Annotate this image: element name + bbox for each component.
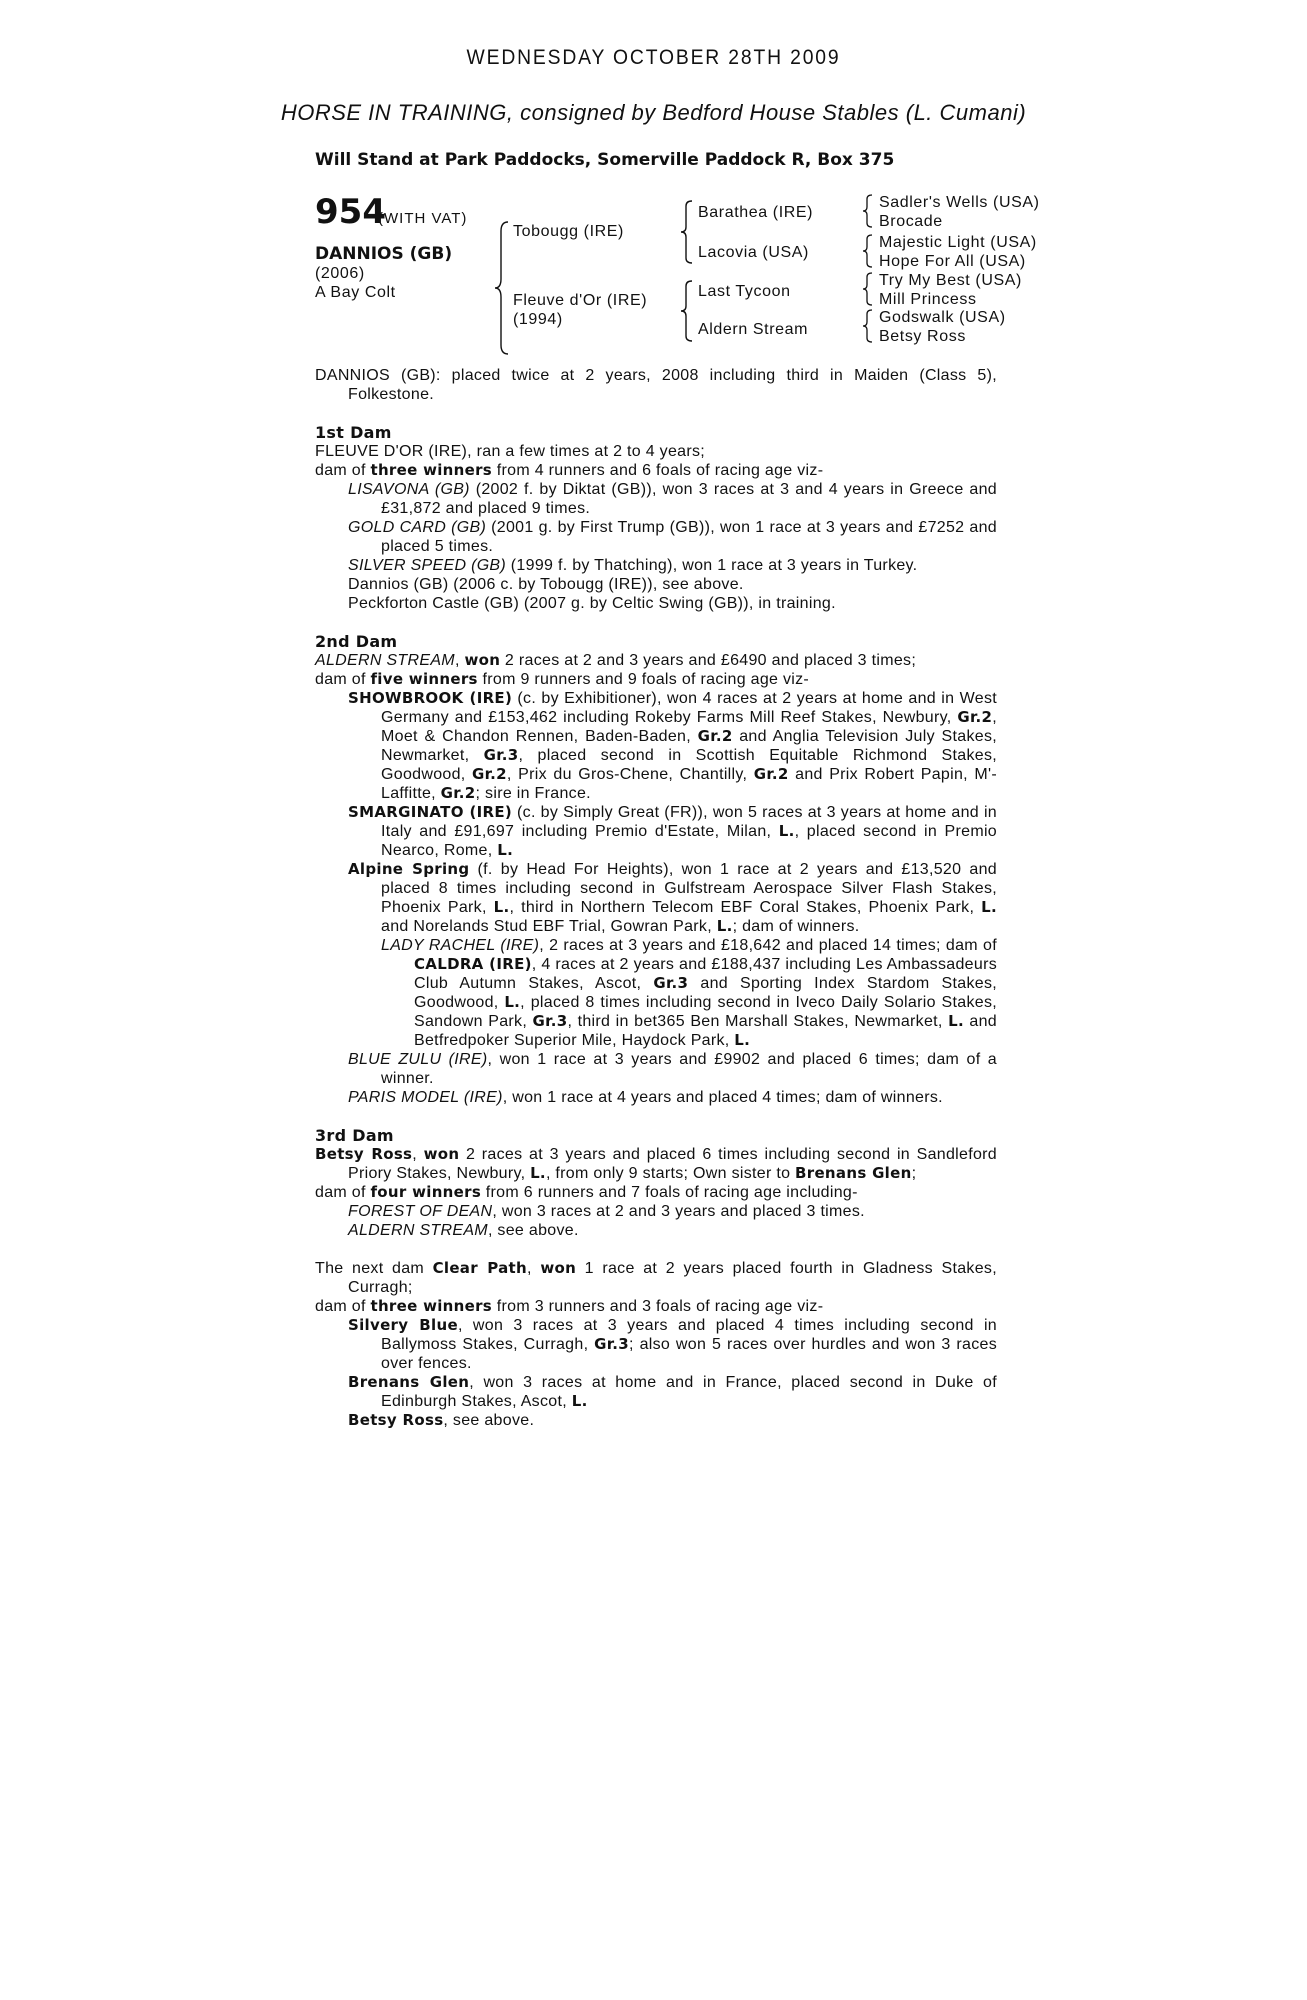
pedigree-dam-dam: Aldern Stream — [698, 321, 809, 338]
pedigree-sire-dam: Lacovia (USA) — [698, 244, 809, 261]
dam2-heading: 2nd Dam — [315, 632, 398, 651]
dam3-line: Betsy Ross, won 2 races at 3 years and placed 6 times including second in Sandleford Priory Stakes, Newbury, L., from only 9 starts; Own sister to Brenans Glen; — [315, 1145, 997, 1182]
offspring-peckforton: Peckforton Castle (GB) (2007 g. by Celtic Swing (GB)), in training. — [348, 595, 836, 612]
dam2-dam-of: dam of five winners from 9 runners and 9 foals of racing age viz- — [315, 670, 810, 688]
dam1-dam-of: dam of three winners from 4 runners and 6 foals of racing age viz- — [315, 461, 824, 479]
vat-label: (WITH VAT) — [378, 210, 468, 227]
horse-description: A Bay Colt — [315, 284, 396, 301]
offspring-silvery-blue: Silvery Blue, won 3 races at 3 years and placed 4 times including second in Ballymoss Stakes, Curragh, Gr.3; also won 5 races over hurdles and won 3 races over fences. — [348, 1316, 997, 1372]
pedigree-sire: Tobougg (IRE) — [513, 223, 624, 240]
consignor-line: HORSE IN TRAINING, consigned by Bedford House Stables (L. Cumani) — [280, 100, 1027, 125]
dam4-dam-of: dam of three winners from 3 runners and 3 foals of racing age viz- — [315, 1297, 824, 1315]
stand-location: Will Stand at Park Paddocks, Somerville Paddock R, Box 375 — [315, 150, 895, 170]
offspring-paris-model: PARIS MODEL (IRE), won 1 race at 4 years and placed 4 times; dam of winners. — [348, 1089, 943, 1106]
offspring-forest-of-dean: FOREST OF DEAN, won 3 races at 2 and 3 years and placed 3 times. — [348, 1203, 865, 1220]
pedigree-brace-g1 — [862, 194, 874, 228]
offspring-alpine-spring: Alpine Spring (f. by Head For Heights), won 1 race at 2 years and £13,520 and placed 8 times including second in Gulfstream Aerospace Silver Flash Stakes, Phoenix Park, L., third in Northern Telecom EBF Coral Stakes, Phoenix Park, L. and Norelands Stud EBF Trial, Gowran Park, L.; dam of winners. — [348, 860, 998, 935]
pedigree-gg-6: Mill Princess — [879, 291, 977, 308]
offspring-silver-speed: SILVER SPEED (GB) (1999 f. by Thatching), won 1 race at 3 years in Turkey. — [348, 557, 918, 574]
horse-year: (2006) — [315, 265, 365, 282]
offspring-showbrook: SHOWBROOK (IRE) (c. by Exhibitioner), won 4 races at 2 years at home and in West Germany and £153,462 including Rokeby Farms Mill Reef Stakes, Newbury, Gr.2, Moet & Chandon Rennen, Baden-Baden, Gr.2 and Anglia Television July Stakes, Newmarket, Gr.3, placed second in Scottish Equitable Richmond Stakes, Goodwood, Gr.2, Prix du Gros-Chene, Chantilly, Gr.2 and Prix Robert Papin, M'-Laffitte, Gr.2; sire in France. — [348, 689, 997, 802]
pedigree-gg-4: Hope For All (USA) — [879, 253, 1026, 270]
dam3-heading: 3rd Dam — [315, 1126, 394, 1145]
pedigree-brace-main — [494, 221, 510, 355]
offspring-aldern-stream: ALDERN STREAM, see above. — [348, 1222, 579, 1239]
pedigree-brace-sire — [680, 200, 694, 264]
sale-date: WEDNESDAY OCTOBER 28TH 2009 — [466, 46, 841, 69]
dam1-heading: 1st Dam — [315, 423, 392, 442]
intro-paragraph: DANNIOS (GB): placed twice at 2 years, 2008 including third in Maiden (Class 5), Folkestone. — [315, 367, 997, 403]
offspring-lisavona: LISAVONA (GB) (2002 f. by Diktat (GB)), won 3 races at 3 and 4 years in Greece and £31,872 and placed 9 times. — [348, 481, 997, 517]
dam4-line: The next dam Clear Path, won 1 race at 2 years placed fourth in Gladness Stakes, Curragh; — [315, 1259, 997, 1296]
offspring-dannios: Dannios (GB) (2006 c. by Tobougg (IRE)), see above. — [348, 576, 744, 593]
offspring-gold-card: GOLD CARD (GB) (2001 g. by First Trump (GB)), won 1 race at 3 years and £7252 and placed 5 times. — [348, 519, 998, 555]
pedigree-gg-5: Try My Best (USA) — [879, 272, 1022, 289]
offspring-betsy-ross: Betsy Ross, see above. — [348, 1411, 535, 1429]
horse-name: DANNIOS (GB) — [315, 244, 453, 264]
pedigree-gg-7: Godswalk (USA) — [879, 309, 1006, 326]
pedigree-sire-sire: Barathea (IRE) — [698, 204, 814, 221]
dam2-line: ALDERN STREAM, won 2 races at 2 and 3 years and £6490 and placed 3 times; — [315, 651, 917, 669]
pedigree-gg-3: Majestic Light (USA) — [879, 234, 1037, 251]
pedigree-gg-8: Betsy Ross — [879, 328, 966, 345]
offspring-brenans-glen: Brenans Glen, won 3 races at home and in France, placed second in Duke of Edinburgh Stakes, Ascot, L. — [348, 1373, 997, 1410]
pedigree-dam-year: (1994) — [513, 311, 563, 328]
offspring-blue-zulu: BLUE ZULU (IRE), won 1 race at 3 years and £9902 and placed 6 times; dam of a winner. — [348, 1051, 998, 1087]
pedigree-dam: Fleuve d'Or (IRE) — [513, 292, 648, 309]
pedigree-brace-g4 — [862, 309, 874, 343]
offspring-smarginato: SMARGINATO (IRE) (c. by Simply Great (FR)), won 5 races at 3 years at home and in Italy and £91,697 including Premio d'Estate, Milan, L., placed second in Premio Nearco, Rome, L. — [348, 803, 998, 859]
pedigree-brace-g2 — [862, 234, 874, 268]
pedigree-gg-2: Brocade — [879, 213, 943, 230]
pedigree-brace-g3 — [862, 272, 874, 306]
dam1-line: FLEUVE D'OR (IRE), ran a few times at 2 to 4 years; — [315, 443, 706, 460]
lot-number: 954 — [315, 192, 386, 232]
pedigree-brace-dam — [680, 280, 694, 342]
offspring-lady-rachel: LADY RACHEL (IRE), 2 races at 3 years and £18,642 and placed 14 times; dam of CALDRA (IRE), 4 races at 2 years and £188,437 including Les Ambassadeurs Club Autumn Stakes, Ascot, Gr.3 and Sporting Index Stardom Stakes, Goodwood, L., placed 8 times including second in Iveco Daily Solario Stakes, Sandown Park, Gr.3, third in bet365 Ben Marshall Stakes, Newmarket, L. and Betfredpoker Superior Mile, Haydock Park, L. — [381, 937, 998, 1049]
pedigree-gg-1: Sadler's Wells (USA) — [879, 194, 1040, 211]
catalogue-body — [315, 366, 997, 1430]
dam3-dam-of: dam of four winners from 6 runners and 7 foals of racing age including- — [315, 1183, 858, 1201]
pedigree-dam-sire: Last Tycoon — [698, 283, 791, 300]
